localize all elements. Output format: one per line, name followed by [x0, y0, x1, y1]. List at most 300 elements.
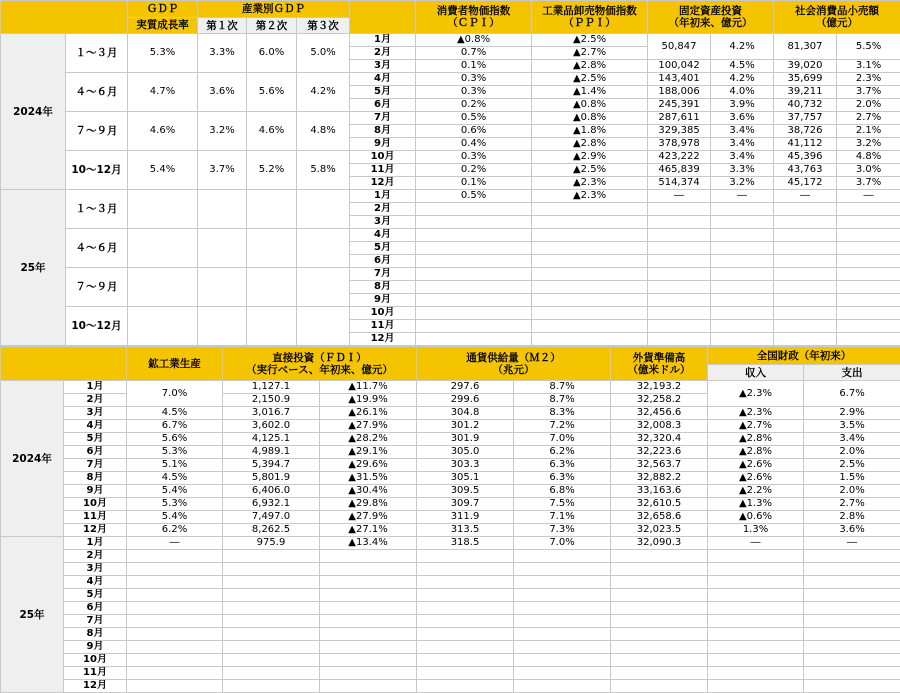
empty-cell: [711, 320, 774, 333]
empty-cell: [648, 268, 711, 281]
empty-cell: [320, 602, 417, 615]
empty-cell: [711, 268, 774, 281]
fdi-growth-value: ▲27.1%: [320, 524, 417, 537]
fai-growth-value: 4.5%: [711, 60, 774, 73]
quarter-label: １～３月: [66, 190, 128, 229]
empty-cell: [804, 550, 900, 563]
gdp-real-growth-header: 実質成長率: [128, 18, 198, 34]
empty-cell: [837, 320, 900, 333]
cpi-value: 0.2%: [416, 99, 532, 112]
m2-value: 301.9: [417, 433, 514, 446]
retail-value: 45,172: [774, 177, 837, 190]
empty-cell: [320, 654, 417, 667]
fai-value: 143,401: [648, 73, 711, 86]
economic-indicators-table-1: [0, 0, 900, 346]
empty-cell: [320, 615, 417, 628]
m2-value: 318.5: [417, 537, 514, 550]
month-label: 12月: [350, 177, 416, 190]
fdi-value: 6,932.1: [223, 498, 320, 511]
empty-cell: [514, 628, 611, 641]
empty-cell: [532, 255, 648, 268]
empty-cell: [320, 550, 417, 563]
empty-cell: [417, 576, 514, 589]
retail-value: 43,763: [774, 164, 837, 177]
retail-value: ―: [774, 190, 837, 203]
empty-cell: [320, 641, 417, 654]
empty-cell: [837, 203, 900, 216]
mining-value: 4.5%: [127, 472, 223, 485]
empty-cell: [708, 550, 804, 563]
fdi-growth-value: ▲11.7%: [320, 381, 417, 394]
empty-cell: [708, 576, 804, 589]
empty-cell: [774, 320, 837, 333]
m2-value: 309.7: [417, 498, 514, 511]
empty-cell: [837, 216, 900, 229]
secondary-gdp-value: 4.6%: [247, 112, 297, 151]
fx-reserves-value: 32,223.6: [611, 446, 708, 459]
fai-value: 50,847: [648, 34, 711, 60]
month-label: 2月: [64, 394, 127, 407]
m2-value: 303.3: [417, 459, 514, 472]
empty-cell: [837, 229, 900, 242]
empty-cell: [711, 255, 774, 268]
fiscal-income-value: ▲2.3%: [708, 381, 804, 407]
empty-cell: [774, 281, 837, 294]
fai-growth-value: 4.2%: [711, 73, 774, 86]
month-label: 9月: [350, 138, 416, 151]
empty-cell: [297, 307, 350, 346]
retail-value: 39,020: [774, 60, 837, 73]
empty-cell: [711, 229, 774, 242]
m2-growth-value: 7.0%: [514, 537, 611, 550]
empty-cell: [320, 576, 417, 589]
empty-cell: [774, 229, 837, 242]
empty-cell: [198, 268, 247, 307]
empty-cell: [514, 563, 611, 576]
empty-cell: [223, 602, 320, 615]
empty-cell: [416, 216, 532, 229]
month-label: 7月: [350, 268, 416, 281]
month-label: 11月: [350, 164, 416, 177]
fai-value: 514,374: [648, 177, 711, 190]
empty-cell: [611, 576, 708, 589]
empty-cell: [774, 203, 837, 216]
cpi-value: 0.1%: [416, 177, 532, 190]
empty-cell: [611, 628, 708, 641]
year-label-2024: 2024年: [1, 34, 66, 190]
m2-growth-value: 8.7%: [514, 394, 611, 407]
month-label: 10月: [350, 151, 416, 164]
gdp-header: ＧＤＰ: [128, 1, 198, 18]
fai-growth-value: 3.6%: [711, 112, 774, 125]
corner-header-cell: [1, 347, 127, 381]
ppi-value: ▲2.5%: [532, 164, 648, 177]
month-label: 6月: [350, 99, 416, 112]
empty-cell: [804, 563, 900, 576]
empty-cell: [247, 229, 297, 268]
mining-value: 5.4%: [127, 485, 223, 498]
empty-cell: [223, 641, 320, 654]
fdi-value: 4,125.1: [223, 433, 320, 446]
empty-cell: [320, 589, 417, 602]
fai-value: 100,042: [648, 60, 711, 73]
empty-cell: [611, 667, 708, 680]
empty-cell: [297, 229, 350, 268]
fdi-growth-value: ▲13.4%: [320, 537, 417, 550]
fdi-value: 6,406.0: [223, 485, 320, 498]
empty-cell: [127, 615, 223, 628]
empty-cell: [223, 654, 320, 667]
fiscal-header: 全国財政（年初来）: [708, 347, 900, 365]
m2-value: 301.2: [417, 420, 514, 433]
empty-cell: [804, 667, 900, 680]
fdi-growth-value: ▲27.9%: [320, 511, 417, 524]
ppi-value: ▲2.5%: [532, 73, 648, 86]
empty-cell: [648, 294, 711, 307]
empty-cell: [708, 654, 804, 667]
empty-cell: [417, 589, 514, 602]
empty-cell: [774, 294, 837, 307]
empty-cell: [532, 333, 648, 346]
fiscal-income-value: ▲2.8%: [708, 446, 804, 459]
empty-cell: [417, 615, 514, 628]
quarter-label: １～３月: [66, 34, 128, 73]
month-label: 12月: [64, 680, 127, 693]
fx-reserves-value: 32,258.2: [611, 394, 708, 407]
quarter-label: 10～12月: [66, 151, 128, 190]
m2-growth-value: 7.3%: [514, 524, 611, 537]
m2-value: 299.6: [417, 394, 514, 407]
empty-cell: [416, 203, 532, 216]
empty-cell: [611, 589, 708, 602]
empty-cell: [514, 667, 611, 680]
empty-cell: [416, 268, 532, 281]
fai-value: ―: [648, 190, 711, 203]
ppi-value: ▲2.8%: [532, 138, 648, 151]
ppi-value: ▲1.4%: [532, 86, 648, 99]
cpi-value: 0.4%: [416, 138, 532, 151]
fdi-value: 8,262.5: [223, 524, 320, 537]
retail-growth-value: 3.1%: [837, 60, 900, 73]
fiscal-expense-value: 2.0%: [804, 446, 900, 459]
primary-gdp-value: 3.3%: [198, 34, 247, 73]
empty-cell: [417, 563, 514, 576]
empty-cell: [417, 641, 514, 654]
fx-reserves-value: 32,008.3: [611, 420, 708, 433]
ppi-value: ▲0.8%: [532, 112, 648, 125]
fai-value: 188,006: [648, 86, 711, 99]
retail-value: 41,112: [774, 138, 837, 151]
empty-cell: [611, 563, 708, 576]
fiscal-expense-value: 2.7%: [804, 498, 900, 511]
empty-cell: [416, 307, 532, 320]
gdp-growth-value: 5.3%: [128, 34, 198, 73]
empty-cell: [648, 320, 711, 333]
fiscal-income-value: ▲2.6%: [708, 472, 804, 485]
empty-cell: [774, 242, 837, 255]
quarter-label: ７～９月: [66, 112, 128, 151]
fdi-growth-value: ▲27.9%: [320, 420, 417, 433]
empty-cell: [514, 602, 611, 615]
m2-growth-value: 6.3%: [514, 459, 611, 472]
secondary-gdp-value: 5.2%: [247, 151, 297, 190]
empty-cell: [708, 615, 804, 628]
month-label: 4月: [64, 420, 127, 433]
fiscal-income-value: ▲2.6%: [708, 459, 804, 472]
empty-cell: [708, 641, 804, 654]
month-label: 2月: [350, 203, 416, 216]
fiscal-income-value: ▲0.6%: [708, 511, 804, 524]
fdi-growth-value: ▲26.1%: [320, 407, 417, 420]
fiscal-income-value: 1.3%: [708, 524, 804, 537]
ppi-value: ▲1.8%: [532, 125, 648, 138]
m2-growth-value: 7.2%: [514, 420, 611, 433]
empty-cell: [320, 628, 417, 641]
empty-cell: [417, 654, 514, 667]
tertiary-gdp-value: 5.0%: [297, 34, 350, 73]
month-label: 7月: [64, 459, 127, 472]
fx-reserves-value: 32,090.3: [611, 537, 708, 550]
fiscal-expense-value: 2.8%: [804, 511, 900, 524]
empty-cell: [804, 654, 900, 667]
fx-reserves-value: 32,456.6: [611, 407, 708, 420]
fdi-value: 975.9: [223, 537, 320, 550]
year-label-2025: 25年: [1, 537, 64, 693]
month-label: 3月: [350, 60, 416, 73]
empty-cell: [648, 242, 711, 255]
m2-value: 305.1: [417, 472, 514, 485]
empty-cell: [416, 294, 532, 307]
cpi-value: 0.3%: [416, 73, 532, 86]
month-label: 6月: [350, 255, 416, 268]
month-label: 6月: [64, 446, 127, 459]
fiscal-income-value: ▲2.2%: [708, 485, 804, 498]
secondary-industry-header: 第２次: [247, 18, 297, 34]
fai-growth-value: 3.4%: [711, 125, 774, 138]
empty-cell: [128, 268, 198, 307]
ppi-header: 工業品卸売物価指数 （ＰＰＩ）: [532, 1, 648, 34]
fx-reserves-value: 32,658.6: [611, 511, 708, 524]
mining-value: 6.7%: [127, 420, 223, 433]
month-label: 2月: [64, 550, 127, 563]
mining-value: 5.4%: [127, 511, 223, 524]
fdi-growth-value: ▲19.9%: [320, 394, 417, 407]
empty-cell: [127, 680, 223, 693]
fx-reserves-value: 32,610.5: [611, 498, 708, 511]
fai-growth-value: 3.9%: [711, 99, 774, 112]
fiscal-expense-value: ―: [804, 537, 900, 550]
empty-cell: [514, 550, 611, 563]
empty-cell: [804, 602, 900, 615]
mining-value: 7.0%: [127, 381, 223, 407]
month-label: 3月: [64, 563, 127, 576]
empty-cell: [837, 307, 900, 320]
economic-indicators-table-2: [0, 346, 900, 693]
cpi-value: 0.2%: [416, 164, 532, 177]
secondary-gdp-value: 6.0%: [247, 34, 297, 73]
empty-cell: [708, 680, 804, 693]
empty-cell: [128, 307, 198, 346]
m2-growth-value: 6.3%: [514, 472, 611, 485]
corner-header-cell: [1, 1, 128, 34]
secondary-gdp-value: 5.6%: [247, 73, 297, 112]
fai-growth-value: 4.2%: [711, 34, 774, 60]
empty-cell: [127, 654, 223, 667]
fai-growth-value: ―: [711, 190, 774, 203]
fai-value: 329,385: [648, 125, 711, 138]
empty-cell: [611, 602, 708, 615]
empty-cell: [417, 602, 514, 615]
fx-reserves-value: 32,882.2: [611, 472, 708, 485]
empty-cell: [648, 281, 711, 294]
fiscal-expense-header: 支出: [804, 365, 900, 381]
empty-cell: [774, 216, 837, 229]
gdp-growth-value: 5.4%: [128, 151, 198, 190]
empty-cell: [532, 229, 648, 242]
month-label: 1月: [64, 537, 127, 550]
empty-cell: [711, 307, 774, 320]
cpi-value: 0.5%: [416, 112, 532, 125]
m2-value: 313.5: [417, 524, 514, 537]
year-label-2025: 25年: [1, 190, 66, 346]
tertiary-gdp-value: 4.8%: [297, 112, 350, 151]
empty-cell: [127, 602, 223, 615]
empty-cell: [708, 589, 804, 602]
month-label: 5月: [64, 589, 127, 602]
empty-cell: [127, 550, 223, 563]
month-label: 6月: [64, 602, 127, 615]
fiscal-expense-value: 2.5%: [804, 459, 900, 472]
empty-cell: [711, 216, 774, 229]
empty-cell: [837, 242, 900, 255]
ppi-value: ▲2.3%: [532, 177, 648, 190]
empty-cell: [416, 333, 532, 346]
fai-growth-value: 4.0%: [711, 86, 774, 99]
mining-value: 5.1%: [127, 459, 223, 472]
fai-value: 423,222: [648, 151, 711, 164]
quarter-label: 10～12月: [66, 307, 128, 346]
fdi-growth-value: ▲30.4%: [320, 485, 417, 498]
retail-growth-value: 2.0%: [837, 99, 900, 112]
empty-cell: [223, 576, 320, 589]
m2-value: 304.8: [417, 407, 514, 420]
empty-cell: [532, 268, 648, 281]
fiscal-expense-value: 3.5%: [804, 420, 900, 433]
ppi-value: ▲2.7%: [532, 47, 648, 60]
empty-cell: [611, 680, 708, 693]
empty-cell: [648, 216, 711, 229]
empty-cell: [417, 667, 514, 680]
fai-value: 378,978: [648, 138, 711, 151]
month-label: 1月: [350, 34, 416, 47]
fai-value: 245,391: [648, 99, 711, 112]
empty-cell: [198, 190, 247, 229]
fiscal-expense-value: 2.9%: [804, 407, 900, 420]
fiscal-expense-value: 3.6%: [804, 524, 900, 537]
mining-value: 6.2%: [127, 524, 223, 537]
retail-value: 38,726: [774, 125, 837, 138]
empty-cell: [774, 333, 837, 346]
empty-cell: [648, 333, 711, 346]
quarter-label: ４～６月: [66, 73, 128, 112]
gdp-growth-value: 4.7%: [128, 73, 198, 112]
month-label: 4月: [350, 73, 416, 86]
empty-cell: [611, 615, 708, 628]
tertiary-gdp-value: 5.8%: [297, 151, 350, 190]
cpi-value: 0.7%: [416, 47, 532, 60]
empty-cell: [648, 203, 711, 216]
empty-cell: [708, 628, 804, 641]
retail-growth-value: 2.3%: [837, 73, 900, 86]
empty-cell: [837, 333, 900, 346]
empty-cell: [223, 680, 320, 693]
ppi-value: ▲2.3%: [532, 190, 648, 203]
empty-cell: [514, 680, 611, 693]
month-label: 12月: [350, 333, 416, 346]
empty-cell: [611, 550, 708, 563]
month-label: 3月: [350, 216, 416, 229]
empty-cell: [223, 615, 320, 628]
empty-cell: [417, 550, 514, 563]
m2-value: 311.9: [417, 511, 514, 524]
empty-cell: [514, 576, 611, 589]
empty-cell: [416, 255, 532, 268]
empty-cell: [611, 654, 708, 667]
fx-reserves-value: 32,563.7: [611, 459, 708, 472]
empty-cell: [320, 680, 417, 693]
mining-value: 5.3%: [127, 498, 223, 511]
retail-growth-value: 3.7%: [837, 86, 900, 99]
empty-cell: [648, 255, 711, 268]
empty-cell: [127, 667, 223, 680]
fdi-value: 3,602.0: [223, 420, 320, 433]
fixed-asset-investment-header: 固定資産投資 （年初来、億元）: [648, 1, 774, 34]
empty-cell: [416, 242, 532, 255]
fiscal-expense-value: 2.0%: [804, 485, 900, 498]
mining-value: 5.3%: [127, 446, 223, 459]
industry-gdp-header: 産業別ＧＤＰ: [198, 1, 350, 18]
empty-cell: [416, 281, 532, 294]
cpi-value: 0.5%: [416, 190, 532, 203]
retail-growth-value: 4.8%: [837, 151, 900, 164]
m2-growth-value: 7.1%: [514, 511, 611, 524]
empty-cell: [297, 190, 350, 229]
fx-reserves-value: 33,163.6: [611, 485, 708, 498]
empty-cell: [532, 307, 648, 320]
m2-growth-value: 7.5%: [514, 498, 611, 511]
empty-cell: [223, 667, 320, 680]
empty-cell: [223, 550, 320, 563]
fx-reserves-value: 32,193.2: [611, 381, 708, 394]
quarter-label: ４～６月: [66, 229, 128, 268]
m2-growth-value: 7.0%: [514, 433, 611, 446]
month-label: 10月: [64, 654, 127, 667]
primary-gdp-value: 3.6%: [198, 73, 247, 112]
month-label: 9月: [64, 485, 127, 498]
fdi-value: 5,394.7: [223, 459, 320, 472]
month-label: 8月: [350, 281, 416, 294]
month-label: 7月: [350, 112, 416, 125]
empty-cell: [837, 255, 900, 268]
month-label: 3月: [64, 407, 127, 420]
retail-growth-value: 3.7%: [837, 177, 900, 190]
empty-cell: [711, 294, 774, 307]
empty-cell: [804, 615, 900, 628]
fdi-value: 3,016.7: [223, 407, 320, 420]
fiscal-income-value: ▲1.3%: [708, 498, 804, 511]
fx-reserves-header: 外貨準備高 （億米ドル）: [611, 347, 708, 381]
fdi-growth-value: ▲29.8%: [320, 498, 417, 511]
